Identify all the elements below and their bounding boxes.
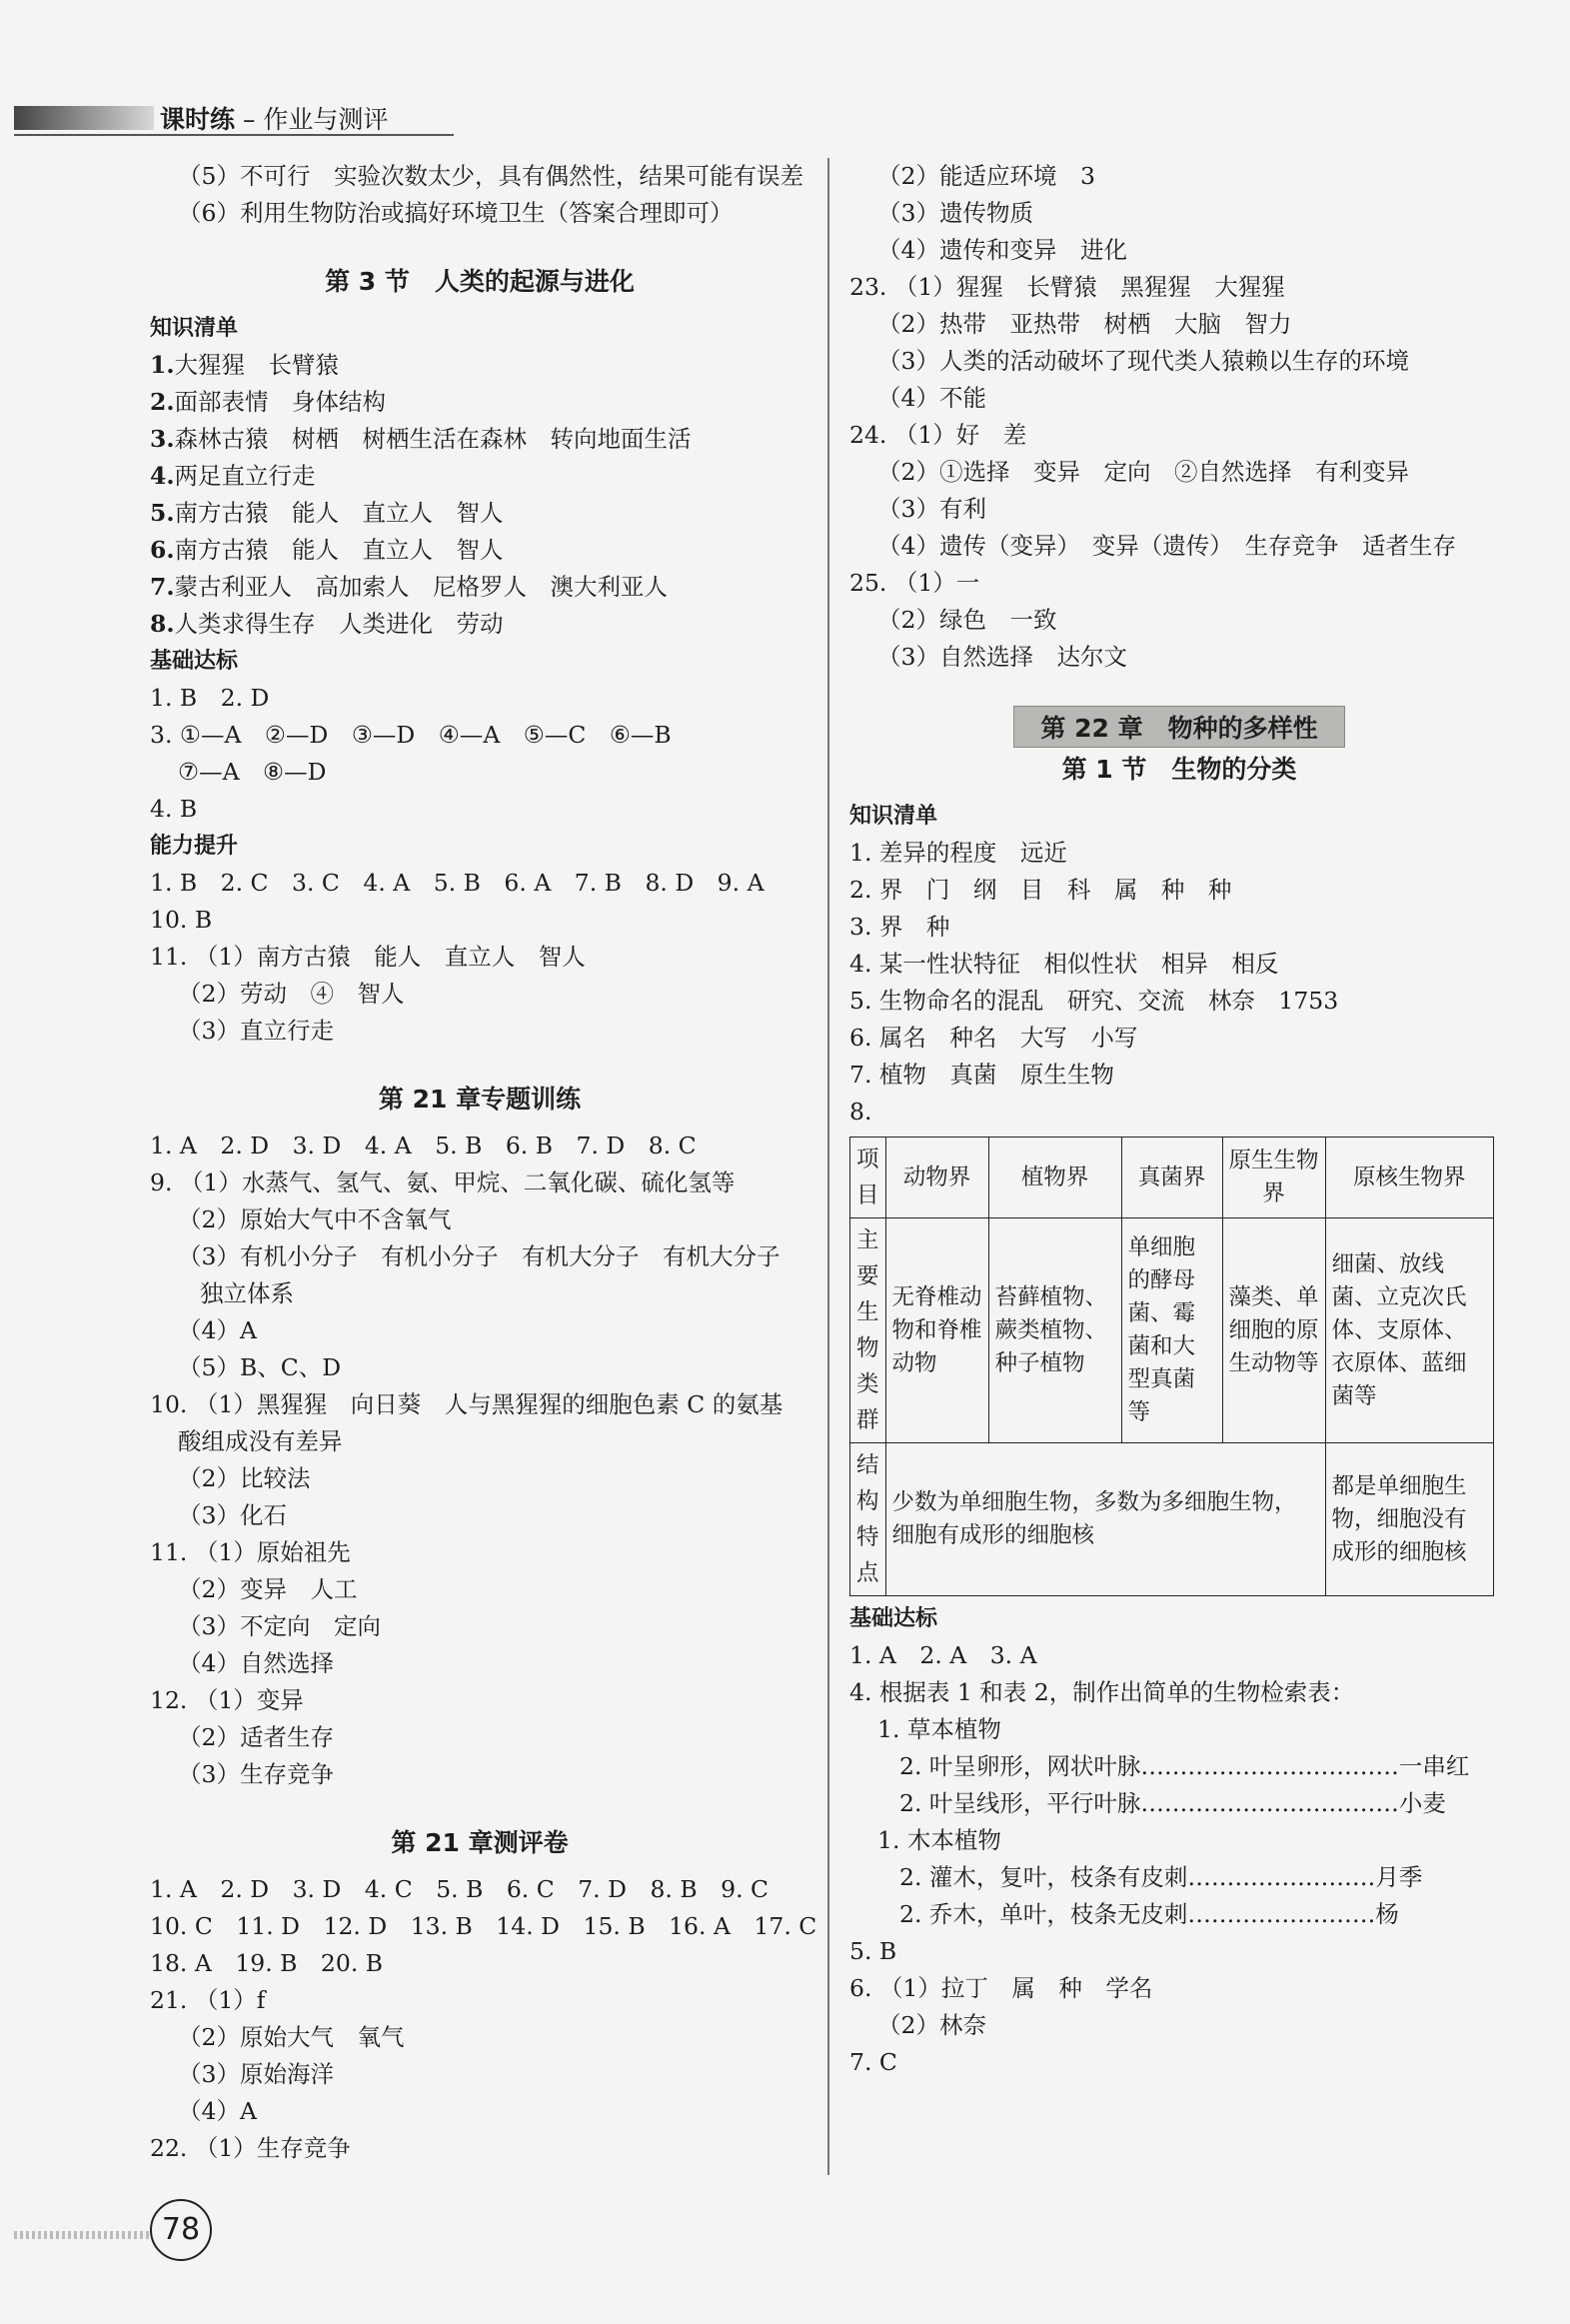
- answer-line: 4. 某一性状特征 相似性状 相异 相反: [849, 950, 1279, 978]
- answer-line: 8.: [849, 1098, 872, 1126]
- header-gradient-bar: [14, 106, 154, 130]
- section-title: 第 3 节 人类的起源与进化: [325, 267, 635, 296]
- answer-line: 5. B: [849, 1937, 897, 1965]
- footer-dots: [14, 2231, 150, 2239]
- subheading: 基础达标: [150, 649, 239, 674]
- answer-line: （3）直立行走: [178, 1017, 334, 1045]
- answer-line: 6.南方古猿 能人 直立人 智人: [150, 536, 504, 564]
- answer-line: （4）自然选择: [178, 1649, 334, 1677]
- answer-line: 3. ①—A ②—D ③—D ④—A ⑤—C ⑥—B: [150, 721, 672, 749]
- table-row-label: 主要生物类群: [850, 1218, 886, 1443]
- answer-line: （3）有机小分子 有机小分子 有机大分子 有机大分子: [178, 1242, 781, 1270]
- answer-line: 酸组成没有差异: [178, 1427, 343, 1455]
- table-header: 原生生物界: [1222, 1138, 1325, 1218]
- answer-line: （2）原始大气 氧气: [178, 2023, 405, 2051]
- answer-line: （6）利用生物防治或搞好环境卫生（答案合理即可）: [178, 199, 734, 227]
- answer-line: 7. 植物 真菌 原生生物: [849, 1061, 1114, 1089]
- key-line: 2. 叶呈卵形，网状叶脉……………………………一串红: [899, 1752, 1470, 1780]
- answer-line: 2. 界 门 纲 目 科 属 种 种: [849, 876, 1232, 904]
- column-divider: [827, 158, 829, 2175]
- answer-line: 9. （1）水蒸气、氢气、氨、甲烷、二氧化碳、硫化氢等: [150, 1168, 736, 1196]
- section-title: 第 1 节 生物的分类: [1061, 755, 1297, 784]
- table-cell: 细菌、放线菌、立克次氏体、支原体、衣原体、蓝细菌等: [1325, 1218, 1493, 1443]
- answer-line: 11. （1）原始祖先: [150, 1538, 351, 1566]
- answer-line: 1. B 2. D: [150, 684, 270, 712]
- key-line: 1. 草本植物: [877, 1715, 1001, 1743]
- page-header: [14, 98, 454, 138]
- answer-line: 1. A 2. A 3. A: [849, 1641, 1037, 1669]
- answer-line: 6. 属名 种名 大写 小写: [849, 1024, 1138, 1052]
- left-column: [150, 158, 817, 2167]
- answer-line: 21. （1）f: [150, 1986, 266, 2014]
- answer-line: （2）适者生存: [178, 1723, 334, 1751]
- key-line: 2. 叶呈线形，平行叶脉……………………………小麦: [899, 1789, 1446, 1817]
- table-row: [850, 1138, 1494, 1218]
- table-cell: 无脊椎动物和脊椎动物: [885, 1218, 988, 1443]
- table-cell: 少数为单细胞生物，多数为多细胞生物，细胞有成形的细胞核: [885, 1443, 1325, 1596]
- answer-line: （2）能适应环境 3: [877, 162, 1095, 190]
- answer-line: （4）遗传（变异） 变异（遗传） 生存竞争 适者生存: [877, 532, 1456, 560]
- subheading: 基础达标: [849, 1606, 938, 1631]
- answer-line: （3）不定向 定向: [178, 1612, 381, 1640]
- answer-line: 独立体系: [200, 1279, 294, 1307]
- answer-line: 1. B 2. C 3. C 4. A 5. B 6. A 7. B 8. D 9. A: [150, 869, 765, 897]
- answer-line: 1. A 2. D 3. D 4. A 5. B 6. B 7. D 8. C: [150, 1132, 697, 1160]
- key-line: 2. 乔木，单叶，枝条无皮刺……………………杨: [899, 1900, 1399, 1928]
- table-row: [850, 1443, 1494, 1596]
- subheading: 知识清单: [849, 804, 938, 829]
- answer-line: 11. （1）南方古猿 能人 直立人 智人: [150, 943, 586, 971]
- answer-line: （5）B、C、D: [178, 1353, 342, 1381]
- answer-line: 1.大猩猩 长臂猿: [150, 351, 340, 379]
- answer-line: 8.人类求得生存 人类进化 劳动: [150, 610, 504, 638]
- table-header: 植物界: [988, 1138, 1121, 1218]
- answer-line: （5）不可行 实验次数太少，具有偶然性，结果可能有误差: [178, 162, 803, 190]
- answer-line: 7. C: [849, 2048, 897, 2076]
- answer-line: 5.南方古猿 能人 直立人 智人: [150, 499, 504, 527]
- answer-line: （3）遗传物质: [877, 199, 1033, 227]
- answer-line: 4. B: [150, 795, 198, 823]
- answer-line: 1. A 2. D 3. D 4. C 5. B 6. C 7. D 8. B 9. C: [150, 1875, 769, 1903]
- table-cell: 藻类、单细胞的原生动物等: [1222, 1218, 1325, 1443]
- answer-line: ⑦—A ⑧—D: [178, 758, 327, 786]
- section-title: 第 21 章测评卷: [391, 1828, 569, 1857]
- answer-line: （3）自然选择 达尔文: [877, 643, 1127, 671]
- answer-line: （2）变异 人工: [178, 1575, 358, 1603]
- answer-line: （2）林奈: [877, 2011, 986, 2039]
- table-header: 动物界: [885, 1138, 988, 1218]
- table-cell: 单细胞的酵母菌、霉菌和大型真菌等: [1121, 1218, 1222, 1443]
- table-cell: 都是单细胞生物，细胞没有成形的细胞核: [1325, 1443, 1493, 1596]
- answer-line: （2）比较法: [178, 1464, 311, 1492]
- header-title: 课时练 – 作业与测评: [160, 105, 389, 134]
- key-line: 1. 木本植物: [877, 1826, 1001, 1854]
- answer-line: （4）A: [178, 2097, 257, 2125]
- answer-line: （3）有利: [877, 495, 986, 523]
- right-column: [849, 158, 1509, 2081]
- answer-line: 5. 生物命名的混乱 研究、交流 林奈 1753: [849, 987, 1339, 1015]
- classification-table: [849, 1137, 1494, 1596]
- answer-line: （2）绿色 一致: [877, 606, 1057, 634]
- answer-line: 12. （1）变异: [150, 1686, 304, 1714]
- table-row-label: 结构特点: [850, 1443, 886, 1596]
- answer-line: 10. B: [150, 906, 213, 934]
- table-row: [850, 1218, 1494, 1443]
- answer-line: 7.蒙古利亚人 高加索人 尼格罗人 澳大利亚人: [150, 573, 669, 601]
- chapter-title: 第 22 章 物种的多样性: [1013, 706, 1344, 748]
- header-rule: [14, 134, 454, 136]
- table-cell: 苔藓植物、蕨类植物、种子植物: [988, 1218, 1121, 1443]
- table-header: 原核生物界: [1325, 1138, 1493, 1218]
- answer-line: （3）生存竞争: [178, 1760, 334, 1788]
- answer-line: （4）不能: [877, 384, 986, 412]
- answer-line: （2）劳动 ④ 智人: [178, 980, 405, 1008]
- answer-line: 6. （1）拉丁 属 种 学名: [849, 1974, 1153, 2002]
- answer-line: 10. （1）黑猩猩 向日葵 人与黑猩猩的细胞色素 C 的氨基: [150, 1390, 784, 1418]
- answer-line: （2）①选择 变异 定向 ②自然选择 有利变异: [877, 458, 1409, 486]
- answer-line: 1. 差异的程度 远近: [849, 839, 1067, 867]
- page-number: 78: [150, 2199, 212, 2261]
- answer-line: 10. C 11. D 12. D 13. B 14. D 15. B 16. A 17. C: [150, 1912, 817, 1940]
- answer-line: 4. 根据表 1 和表 2，制作出简单的生物检索表：: [849, 1678, 1355, 1706]
- section-title: 第 21 章专题训练: [378, 1085, 582, 1114]
- answer-line: （2）原始大气中不含氧气: [178, 1205, 452, 1233]
- answer-line: （3）原始海洋: [178, 2060, 334, 2088]
- answer-line: 2.面部表情 身体结构: [150, 388, 387, 416]
- answer-line: （3）人类的活动破坏了现代类人猿赖以生存的环境: [877, 347, 1409, 375]
- answer-line: （3）化石: [178, 1501, 287, 1529]
- answer-line: （4）A: [178, 1316, 257, 1344]
- answer-line: （2）热带 亚热带 树栖 大脑 智力: [877, 310, 1292, 338]
- table-row-label: 项目: [850, 1138, 886, 1218]
- answer-line: 3.森林古猿 树栖 树栖生活在森林 转向地面生活: [150, 425, 692, 453]
- answer-line: （4）遗传和变异 进化: [877, 236, 1127, 264]
- subheading: 能力提升: [150, 834, 239, 859]
- table-header: 真菌界: [1121, 1138, 1222, 1218]
- answer-line: 3. 界 种: [849, 913, 950, 941]
- key-line: 2. 灌木，复叶，枝条有皮刺……………………月季: [899, 1863, 1423, 1891]
- chapter-banner: [849, 706, 1509, 748]
- answer-line: 22. （1）生存竞争: [150, 2134, 351, 2162]
- answer-line: 24. （1）好 差: [849, 421, 1027, 449]
- answer-line: 23. （1）猩猩 长臂猿 黑猩猩 大猩猩: [849, 273, 1285, 301]
- answer-line: 18. A 19. B 20. B: [150, 1949, 384, 1977]
- subheading: 知识清单: [150, 316, 239, 341]
- answer-line: 25. （1）一: [849, 569, 980, 597]
- answer-line: 4.两足直立行走: [150, 462, 316, 490]
